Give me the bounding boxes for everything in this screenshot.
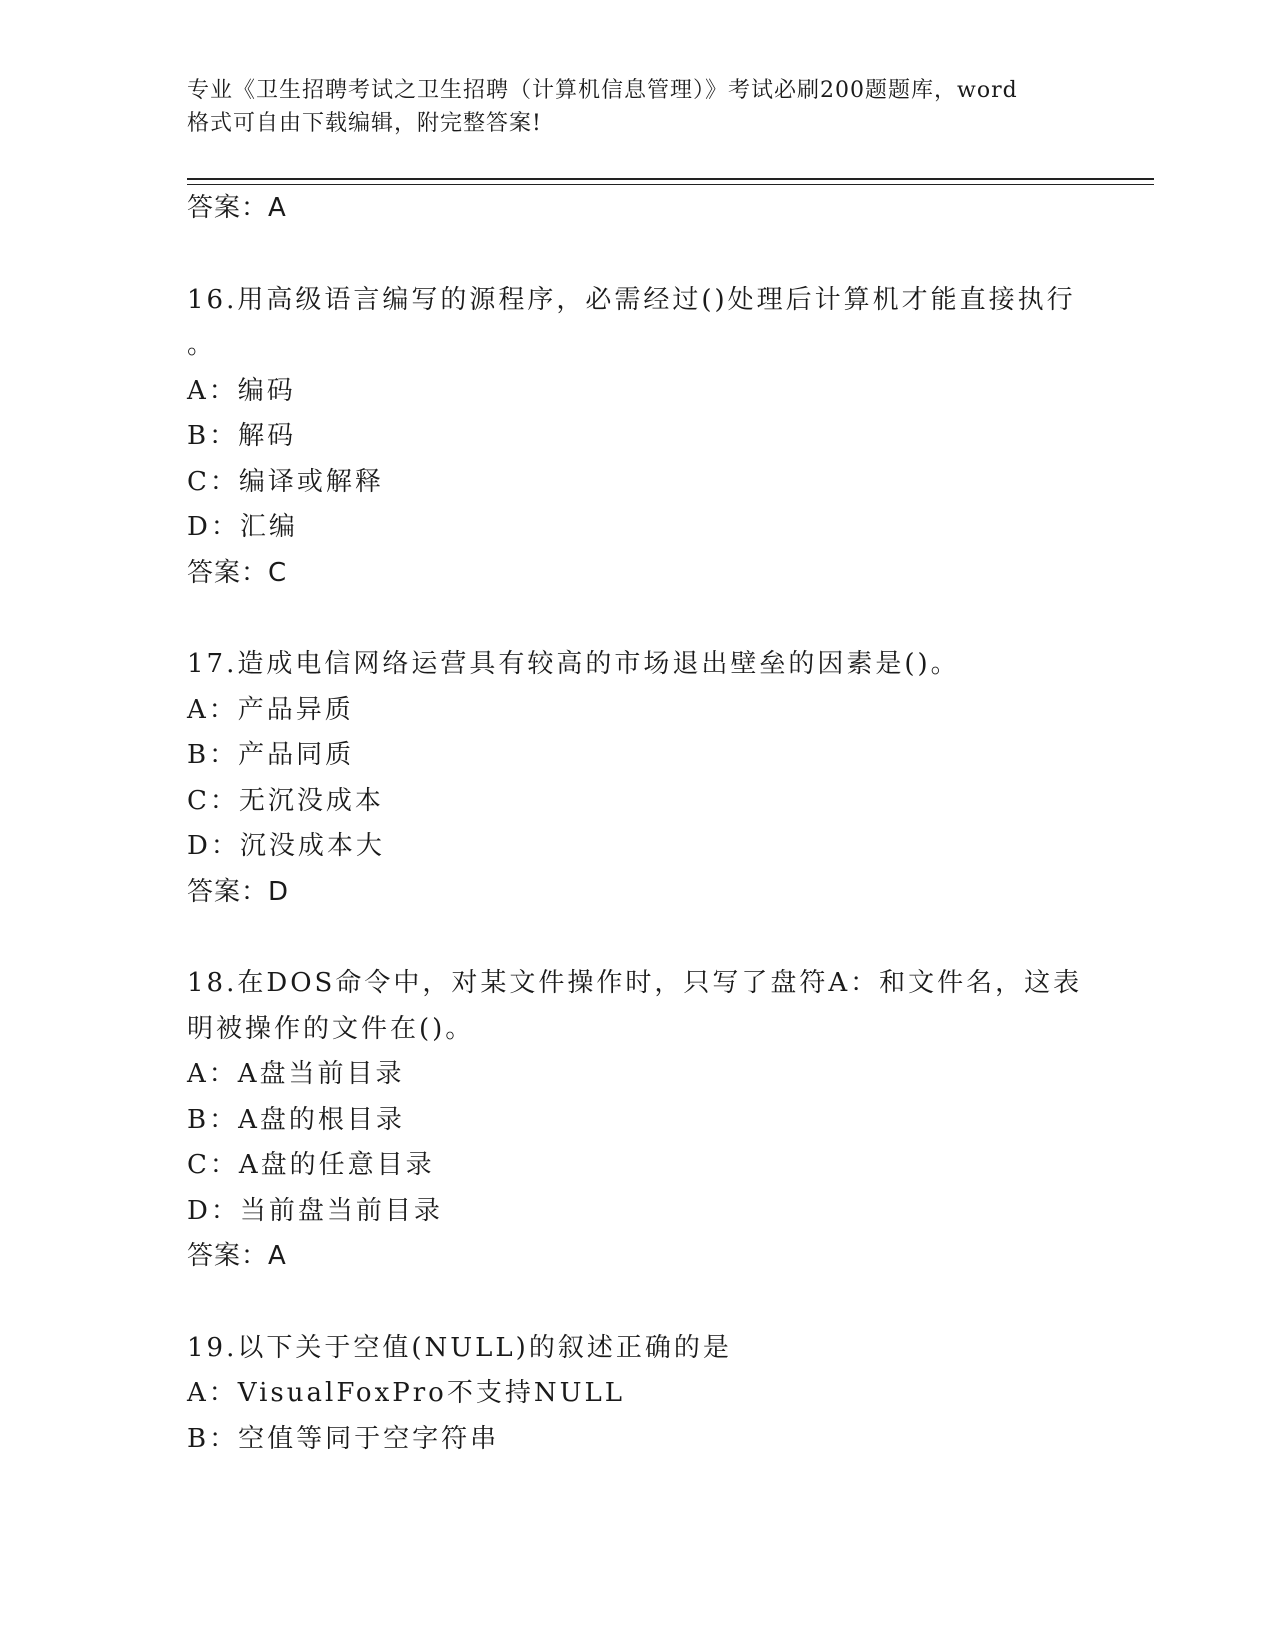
question-18 [187, 961, 1107, 1280]
header-rule-thick [187, 178, 1154, 180]
question-18-stem: 18.在DOS命令中，对某文件操作时，只写了盘符A：和文件名，这表 [187, 968, 1083, 998]
question-18-option-c: C：A盘的任意目录 [187, 1150, 435, 1180]
header-line-2: 格式可自由下载编辑，附完整答案! [187, 111, 542, 136]
spacer [187, 232, 1107, 278]
question-16-answer: 答案：C [187, 557, 288, 588]
question-list [187, 186, 1107, 1462]
spacer [187, 1280, 1107, 1326]
question-19 [187, 1326, 1107, 1463]
question-17-option-c: C：无沉没成本 [187, 785, 384, 816]
question-17-option-a: A：产品异质 [187, 694, 354, 725]
header-line-1: 专业《卫生招聘考试之卫生招聘（计算机信息管理）》考试必刷200题题库，word [187, 78, 1018, 103]
question-16-option-c: C：编译或解释 [187, 466, 384, 497]
question-19-option-b: B：空值等同于空字符串 [187, 1423, 500, 1454]
question-18-answer: 答案：A [187, 1241, 287, 1271]
question-16-stem-cont: 。 [187, 330, 217, 360]
question-17 [187, 642, 1107, 915]
question-16-stem: 16.用高级语言编写的源程序，必需经过()处理后计算机才能直接执行 [187, 284, 1076, 315]
spacer [187, 596, 1107, 642]
question-19-stem: 19.以下关于空值(NULL)的叙述正确的是 [187, 1332, 732, 1363]
question-17-answer: 答案：D [187, 876, 290, 907]
question-17-option-d: D：沉没成本大 [187, 831, 385, 861]
question-16 [187, 278, 1107, 597]
question-18-option-b: B：A盘的根目录 [187, 1104, 405, 1135]
page-header [187, 74, 1107, 140]
question-19-option-a: A：VisualFoxPro不支持NULL [187, 1378, 626, 1408]
question-16-option-a: A：编码 [187, 375, 296, 406]
answer-15: 答案：A [187, 193, 287, 223]
question-16-option-d: D：汇编 [187, 512, 298, 542]
question-18-stem-cont: 明被操作的文件在()。 [187, 1013, 475, 1044]
question-16-option-b: B：解码 [187, 421, 297, 451]
question-17-stem: 17.造成电信网络运营具有较高的市场退出壁垒的因素是()。 [187, 649, 960, 679]
question-18-option-d: D：当前盘当前目录 [187, 1195, 443, 1226]
question-18-option-a: A：A盘当前目录 [187, 1059, 405, 1089]
header-rule-thin [187, 184, 1154, 185]
question-17-option-b: B：产品同质 [187, 740, 355, 770]
spacer [187, 915, 1107, 961]
